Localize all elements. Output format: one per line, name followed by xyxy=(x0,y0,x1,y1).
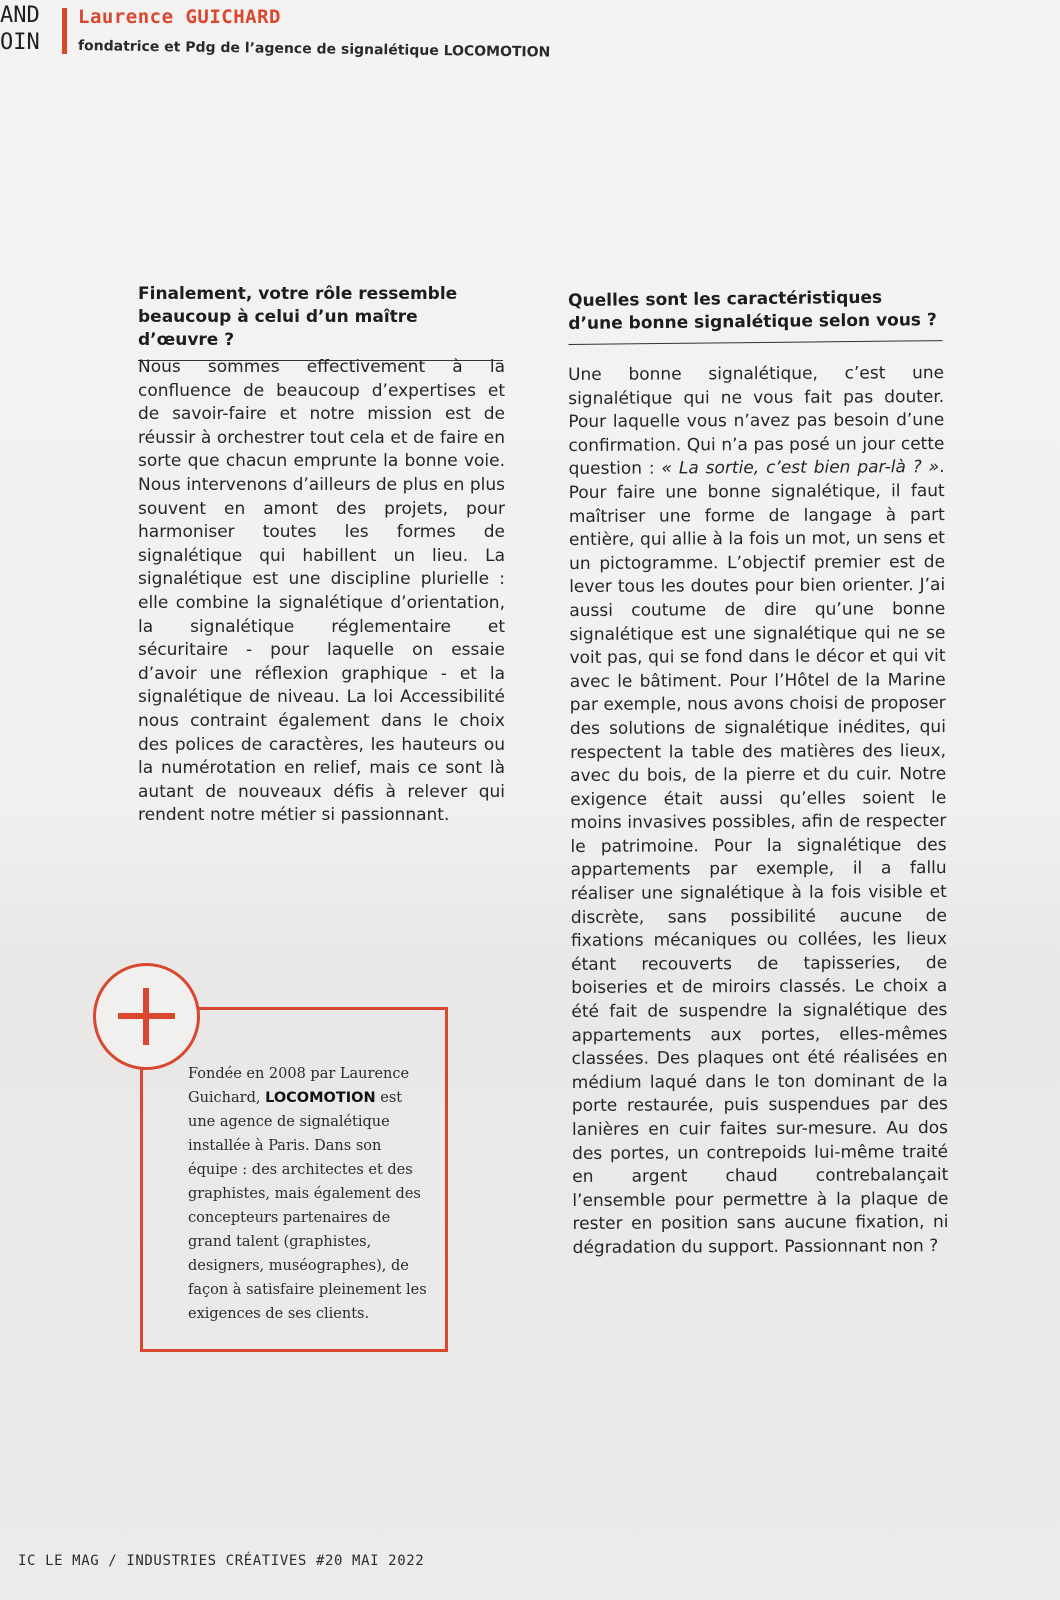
sidebar-box-text xyxy=(188,1062,428,1326)
header-cut-off-line: OIN xyxy=(0,30,40,55)
answer-right-part-1: Une bonne signalétique, c’est une signalétique qui ne vous fait pas douter. Pour laquelle vous n’avez pas besoin d’une confirmation. Qui n’a pas posé un jour cette question : xyxy=(568,363,945,480)
agency-name: LOCOMOTION xyxy=(265,1090,376,1106)
sidebar-box-text-part-2: est une agence de signalétique installée à Paris. Dans son équipe : des architectes et des graphistes, mais également des concepteurs partenaires de grand talent (graphistes, designers, muséographes), de façon à satisfaire pleinement les exigences de ses clients. xyxy=(188,1090,427,1322)
page-footer: IC LE MAG / INDUSTRIES CRÉATIVES #20 MAI 2022 xyxy=(18,1553,425,1569)
interviewee-role: fondatrice et Pdg de l’agence de signalétique LOCOMOTION xyxy=(77,38,551,61)
answer-right xyxy=(568,362,949,1261)
sidebar-box-text-part-1: Fondée en 2008 par Laurence Guichard, xyxy=(188,1066,410,1106)
header-cut-off-line: AND xyxy=(0,3,40,28)
answer-right-part-2: . Pour faire une bonne signalétique, il faut maîtriser une forme de langage à part entière, qui allie à la fois un mot, un sens et un pictogramme. L’objectif premier est de lever tous les doutes pour bien orienter. J’ai aussi coutume de dire qu’une bonne signalétique est une signalétique qui ne se voit pas, qui se fond dans le décor et qui vit avec le bâtiment. Pour l’Hôtel de la Marine par exemple, nous avons choisi de proposer des solutions de signalétique inédites, qui respectent la table des matières des lieux, avec du bois, de la pierre et du cuir. Notre exigence était aussi qu’elles soient le moins invasives possibles, afin de respecter le patrimoine. Pour la signalétique des appartements par exemple, il a fallu réaliser une signalétique à la fois visible et discrète, sans possibilité aucune de fixations mécaniques ou collées, les lieux étant recouverts de tapisseries, de boiseries et de miroirs classés. Le choix a été fait de suspendre la signalétique des appartements aux portes, elles-mêmes classées. Des plaques ont été réalisées en médium laqué dans le ton dominant de la porte restaurée, puis suspendues par des lanières en cuir faites sur-mesure. Au dos des portes, un contrepoids lui-même traité en argent chaud contrebalançait l’ensemble pour permettre à la plaque de rester en position sans aucune fixation, ni dégradation du support. Passionnant non ? xyxy=(568,457,949,1258)
question-right: Quelles sont les caractéristiques d’une bonne signalétique selon vous ? xyxy=(568,286,943,345)
answer-left: Nous sommes effectivement à la confluence de beaucoup d’expertises et de savoir-faire et notre mission est de réussir à orchestrer tout cela et de faire en sorte que chacun emprunte la bonne voie. Nous intervenons d’ailleurs de plus en plus souvent en amont des projets, pour harmoniser toutes les formes de signalétique qui habillent un lieu. La signalétique est une discipline plurielle : elle combine la signalétique d’orientation, la signalétique réglementaire et sécuritaire - pour laquelle on essaie d’avoir une réflexion graphique - et la signalétique de niveau. La loi Accessibilité nous contraint également dans le choix des polices de caractères, les hauteurs ou la numérotation en relief, mais ce sont là autant de nouveaux défis à relever qui rendent notre métier si passionnant. xyxy=(138,357,505,826)
page-header xyxy=(0,0,1060,80)
sidebar-box-badge xyxy=(93,963,200,1070)
interviewee-name: Laurence GUICHARD xyxy=(78,6,281,28)
plus-icon xyxy=(96,966,197,1067)
header-accent-bar xyxy=(62,8,67,54)
header-cut-off-text xyxy=(0,2,40,56)
answer-right-quote: « La sortie, c’est bien par-là ? » xyxy=(661,457,940,479)
question-left: Finalement, votre rôle ressemble beaucoup à celui d’un maître d’œuvre ? xyxy=(138,283,503,361)
